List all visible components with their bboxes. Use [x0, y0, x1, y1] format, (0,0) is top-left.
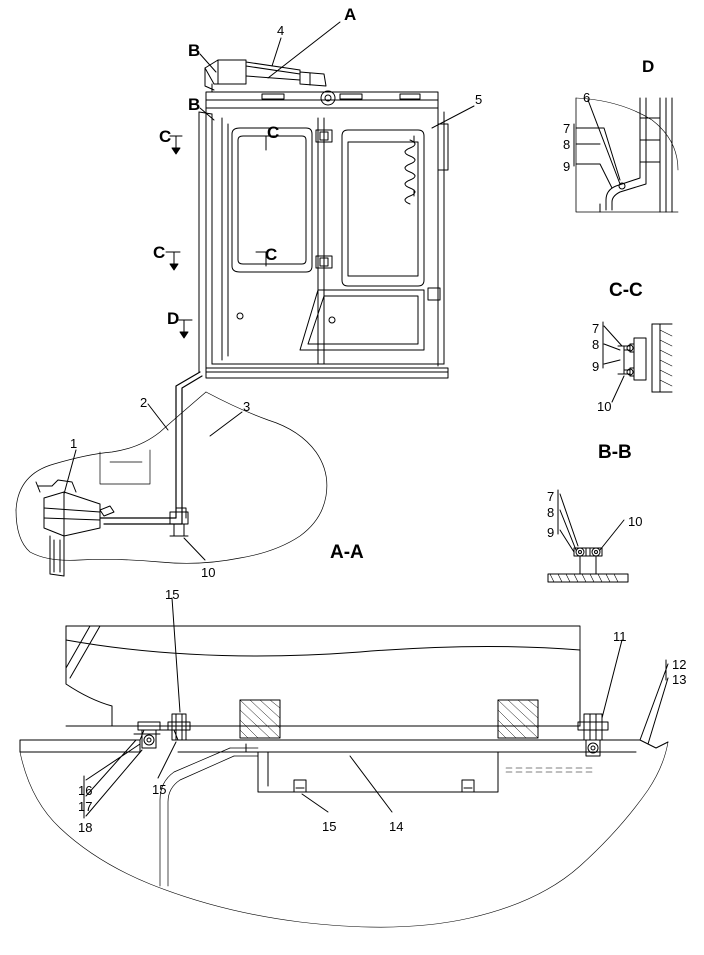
callout-6: 6 — [583, 90, 591, 105]
section-label-b-lower: B — [188, 95, 201, 114]
callout-3: 3 — [243, 399, 251, 414]
callout-10-main: 10 — [201, 565, 216, 580]
callout-12: 12 — [672, 657, 687, 672]
callout-4: 4 — [277, 23, 285, 38]
callout-10-cc: 10 — [597, 399, 612, 414]
section-label-d-cab: D — [167, 309, 180, 328]
callout-1: 1 — [70, 436, 78, 451]
callout-14: 14 — [389, 819, 404, 834]
callout-7-detail-d: 7 — [563, 121, 571, 136]
detail-title-d: D — [642, 57, 655, 76]
callout-17: 17 — [78, 799, 93, 814]
section-label-b-upper: B — [188, 41, 201, 60]
callout-2: 2 — [140, 395, 148, 410]
section-label-c4: C — [265, 245, 278, 264]
section-label-c2: C — [267, 123, 280, 142]
detail-title-cc: C-C — [609, 280, 643, 301]
callout-8-detail-d: 8 — [563, 137, 571, 152]
callout-9-detail-d: 9 — [563, 159, 571, 174]
callout-13: 13 — [672, 672, 687, 687]
callout-7-cc: 7 — [592, 321, 600, 336]
callout-18: 18 — [78, 820, 93, 835]
callout-10-bb: 10 — [628, 514, 643, 529]
section-label-c3: C — [153, 243, 166, 262]
callout-15-top: 15 — [165, 587, 180, 602]
callout-9-cc: 9 — [592, 359, 600, 374]
callout-7-bb: 7 — [547, 489, 555, 504]
callout-11: 11 — [613, 629, 627, 644]
callout-5: 5 — [475, 92, 483, 107]
callout-15-mid: 15 — [322, 819, 337, 834]
callout-8-bb: 8 — [547, 505, 555, 520]
detail-title-bb: B-B — [598, 442, 632, 463]
section-label-a: A — [344, 5, 357, 24]
callout-8-cc: 8 — [592, 337, 600, 352]
callout-16: 16 — [78, 783, 93, 798]
section-label-c1: C — [159, 127, 172, 146]
callout-9-bb: 9 — [547, 525, 555, 540]
detail-title-aa: A-A — [330, 542, 364, 563]
callout-15-left: 15 — [152, 782, 167, 797]
